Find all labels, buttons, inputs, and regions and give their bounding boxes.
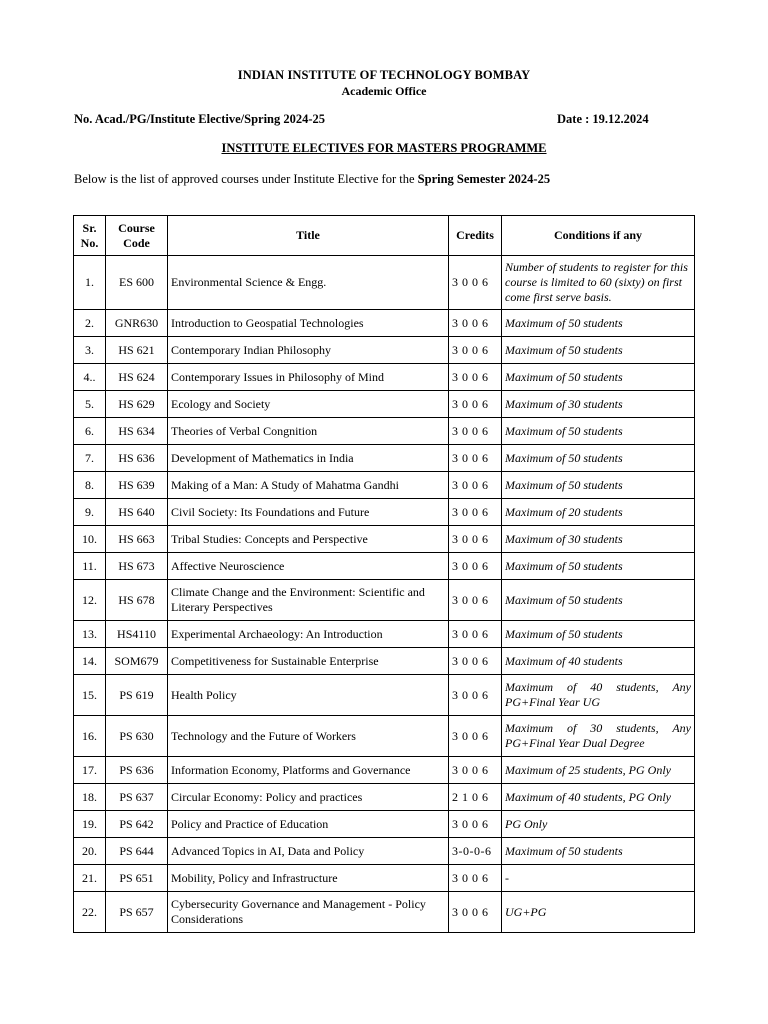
- cell-credits: 2 1 0 6: [449, 784, 502, 811]
- cell-title: Civil Society: Its Foundations and Future: [168, 499, 449, 526]
- cell-conditions: Maximum of 50 students: [502, 553, 695, 580]
- cell-code: HS 634: [106, 418, 168, 445]
- cell-title: Competitiveness for Sustainable Enterprise: [168, 648, 449, 675]
- header-title: Title: [168, 216, 449, 256]
- cell-code: PS 619: [106, 675, 168, 716]
- cell-credits: 3-0-0-6: [449, 838, 502, 865]
- cell-conditions: UG+PG: [502, 892, 695, 933]
- table-row: [74, 580, 695, 621]
- cell-code: PS 657: [106, 892, 168, 933]
- reference-number: No. Acad./PG/Institute Elective/Spring 2024-25: [74, 112, 326, 126]
- cell-conditions: Maximum of 50 students: [502, 337, 695, 364]
- cell-credits: 3 0 0 6: [449, 580, 502, 621]
- table-row: [74, 310, 695, 337]
- cell-credits: 3 0 0 6: [449, 418, 502, 445]
- table-row: [74, 337, 695, 364]
- cell-sr: 7.: [74, 445, 106, 472]
- cell-title: Experimental Archaeology: An Introduction: [168, 621, 449, 648]
- table-row: [74, 865, 695, 892]
- cell-conditions: Maximum of 50 students: [502, 472, 695, 499]
- cell-conditions: Maximum of 30 students: [502, 526, 695, 553]
- table-row: [74, 499, 695, 526]
- cell-conditions: Maximum of 50 students: [502, 418, 695, 445]
- cell-title: Affective Neuroscience: [168, 553, 449, 580]
- cell-sr: 8.: [74, 472, 106, 499]
- cell-code: HS 663: [106, 526, 168, 553]
- table-row: [74, 621, 695, 648]
- cell-credits: 3 0 0 6: [449, 337, 502, 364]
- cell-title: Policy and Practice of Education: [168, 811, 449, 838]
- intro-semester: Spring Semester 2024-25: [417, 172, 551, 186]
- cell-code: PS 644: [106, 838, 168, 865]
- cell-sr: 13.: [74, 621, 106, 648]
- cell-credits: 3 0 0 6: [449, 675, 502, 716]
- cell-title: Advanced Topics in AI, Data and Policy: [168, 838, 449, 865]
- cell-credits: 3 0 0 6: [449, 472, 502, 499]
- header-course-code: Course Code: [106, 216, 168, 256]
- table-row: [74, 784, 695, 811]
- header-credits: Credits: [449, 216, 502, 256]
- table-row: [74, 648, 695, 675]
- table-row: [74, 553, 695, 580]
- cell-code: HS 624: [106, 364, 168, 391]
- cell-title: Introduction to Geospatial Technologies: [168, 310, 449, 337]
- cell-credits: 3 0 0 6: [449, 892, 502, 933]
- cell-sr: 2.: [74, 310, 106, 337]
- cell-code: HS 673: [106, 553, 168, 580]
- cell-code: HS 639: [106, 472, 168, 499]
- cell-title: Contemporary Issues in Philosophy of Mind: [168, 364, 449, 391]
- cell-title: Environmental Science & Engg.: [168, 256, 449, 310]
- cell-title: Cybersecurity Governance and Management - Policy Considerations: [168, 892, 449, 933]
- cell-title: Development of Mathematics in India: [168, 445, 449, 472]
- table-row: [74, 418, 695, 445]
- table-row: [74, 472, 695, 499]
- cell-credits: 3 0 0 6: [449, 648, 502, 675]
- intro-paragraph: [74, 172, 550, 187]
- cell-conditions: -: [502, 865, 695, 892]
- cell-sr: 14.: [74, 648, 106, 675]
- cell-credits: 3 0 0 6: [449, 499, 502, 526]
- table-header-row: [74, 216, 695, 256]
- cell-title: Information Economy, Platforms and Governance: [168, 757, 449, 784]
- cell-credits: 3 0 0 6: [449, 310, 502, 337]
- document-heading: INSTITUTE ELECTIVES FOR MASTERS PROGRAMME: [221, 141, 547, 155]
- cell-title: Making of a Man: A Study of Mahatma Gandhi: [168, 472, 449, 499]
- cell-title: Climate Change and the Environment: Scientific and Literary Perspectives: [168, 580, 449, 621]
- cell-conditions: Maximum of 50 students: [502, 580, 695, 621]
- table-row: [74, 675, 695, 716]
- table-row: [74, 892, 695, 933]
- cell-conditions: Maximum of 20 students: [502, 499, 695, 526]
- cell-code: PS 637: [106, 784, 168, 811]
- cell-sr: 21.: [74, 865, 106, 892]
- cell-conditions: Number of students to register for this course is limited to 60 (sixty) on first come first serve basis.: [502, 256, 695, 310]
- table-row: [74, 526, 695, 553]
- cell-title: Tribal Studies: Concepts and Perspective: [168, 526, 449, 553]
- cell-title: Circular Economy: Policy and practices: [168, 784, 449, 811]
- cell-conditions: Maximum of 30 students: [502, 391, 695, 418]
- cell-credits: 3 0 0 6: [449, 526, 502, 553]
- cell-code: SOM679: [106, 648, 168, 675]
- cell-credits: 3 0 0 6: [449, 757, 502, 784]
- table-row: [74, 391, 695, 418]
- cell-conditions: Maximum of 50 students: [502, 445, 695, 472]
- cell-sr: 19.: [74, 811, 106, 838]
- header-conditions: Conditions if any: [502, 216, 695, 256]
- cell-credits: 3 0 0 6: [449, 445, 502, 472]
- cell-conditions: Maximum of 40 students, Any PG+Final Year UG: [502, 675, 695, 716]
- cell-title: Mobility, Policy and Infrastructure: [168, 865, 449, 892]
- cell-conditions: Maximum of 40 students, PG Only: [502, 784, 695, 811]
- cell-credits: 3 0 0 6: [449, 364, 502, 391]
- cell-conditions: Maximum of 50 students: [502, 621, 695, 648]
- cell-title: Contemporary Indian Philosophy: [168, 337, 449, 364]
- cell-sr: 11.: [74, 553, 106, 580]
- cell-credits: 3 0 0 6: [449, 256, 502, 310]
- cell-code: GNR630: [106, 310, 168, 337]
- cell-credits: 3 0 0 6: [449, 553, 502, 580]
- cell-title: Health Policy: [168, 675, 449, 716]
- cell-code: HS 640: [106, 499, 168, 526]
- cell-conditions: PG Only: [502, 811, 695, 838]
- table-row: [74, 757, 695, 784]
- electives-table: [73, 215, 695, 933]
- cell-conditions: Maximum of 40 students: [502, 648, 695, 675]
- cell-code: PS 651: [106, 865, 168, 892]
- cell-code: PS 642: [106, 811, 168, 838]
- cell-conditions: Maximum of 25 students, PG Only: [502, 757, 695, 784]
- cell-credits: 3 0 0 6: [449, 621, 502, 648]
- cell-code: HS4110: [106, 621, 168, 648]
- cell-sr: 16.: [74, 716, 106, 757]
- cell-sr: 1.: [74, 256, 106, 310]
- cell-sr: 5.: [74, 391, 106, 418]
- table-row: [74, 364, 695, 391]
- cell-sr: 12.: [74, 580, 106, 621]
- cell-credits: 3 0 0 6: [449, 391, 502, 418]
- cell-sr: 9.: [74, 499, 106, 526]
- cell-conditions: Maximum of 50 students: [502, 364, 695, 391]
- cell-credits: 3 0 0 6: [449, 865, 502, 892]
- cell-code: HS 678: [106, 580, 168, 621]
- document-date: Date : 19.12.2024: [557, 112, 649, 126]
- cell-sr: 6.: [74, 418, 106, 445]
- cell-title: Technology and the Future of Workers: [168, 716, 449, 757]
- cell-sr: 3.: [74, 337, 106, 364]
- cell-credits: 3 0 0 6: [449, 811, 502, 838]
- cell-title: Ecology and Society: [168, 391, 449, 418]
- cell-sr: 15.: [74, 675, 106, 716]
- cell-conditions: Maximum of 50 students: [502, 838, 695, 865]
- cell-code: PS 630: [106, 716, 168, 757]
- cell-sr: 18.: [74, 784, 106, 811]
- cell-sr: 22.: [74, 892, 106, 933]
- cell-title: Theories of Verbal Congnition: [168, 418, 449, 445]
- table-row: [74, 445, 695, 472]
- cell-code: HS 621: [106, 337, 168, 364]
- intro-text: Below is the list of approved courses under Institute Elective for the: [74, 172, 418, 186]
- cell-credits: 3 0 0 6: [449, 716, 502, 757]
- institute-name: INDIAN INSTITUTE OF TECHNOLOGY BOMBAY: [237, 68, 531, 82]
- cell-conditions: Maximum of 30 students, Any PG+Final Year Dual Degree: [502, 716, 695, 757]
- table-row: [74, 256, 695, 310]
- cell-code: HS 629: [106, 391, 168, 418]
- table-row: [74, 811, 695, 838]
- cell-sr: 4..: [74, 364, 106, 391]
- header-sr-no: Sr. No.: [74, 216, 106, 256]
- cell-sr: 10.: [74, 526, 106, 553]
- table-row: [74, 838, 695, 865]
- cell-code: ES 600: [106, 256, 168, 310]
- cell-code: HS 636: [106, 445, 168, 472]
- cell-sr: 20.: [74, 838, 106, 865]
- cell-conditions: Maximum of 50 students: [502, 310, 695, 337]
- table-row: [74, 716, 695, 757]
- office-name: Academic Office: [341, 84, 427, 98]
- cell-code: PS 636: [106, 757, 168, 784]
- cell-sr: 17.: [74, 757, 106, 784]
